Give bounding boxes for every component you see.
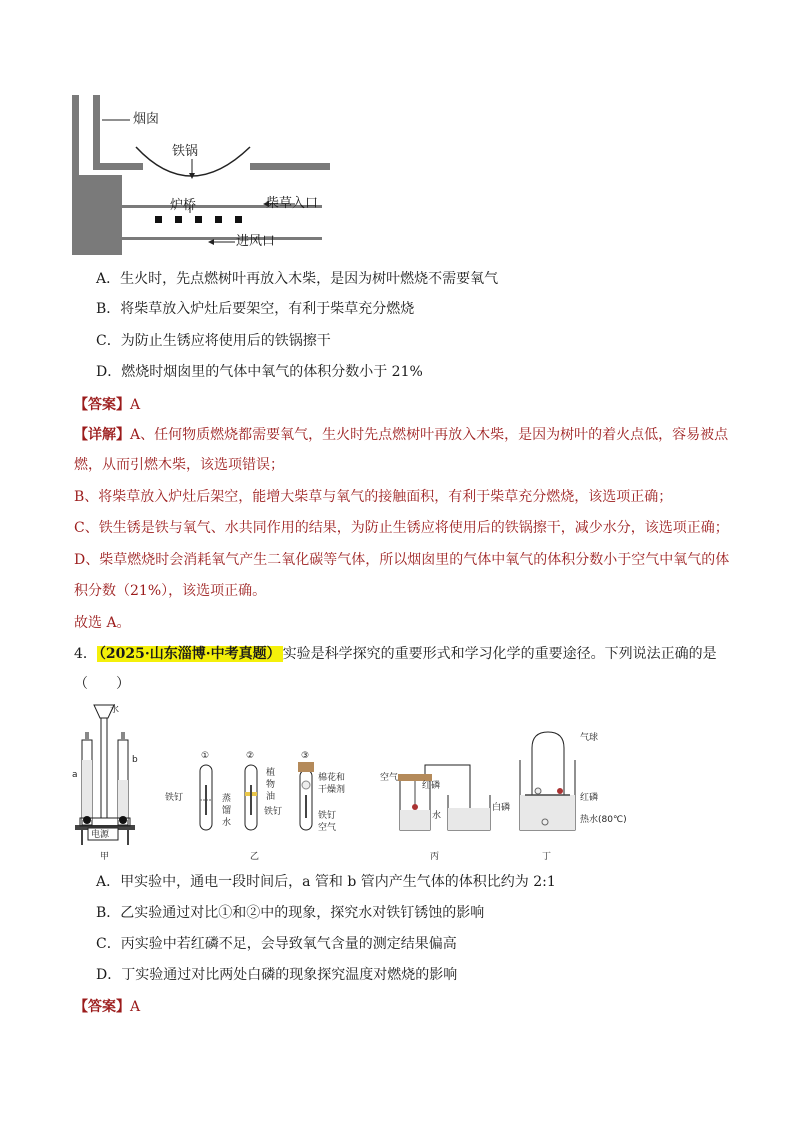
electrolysis-apparatus: [72, 703, 138, 862]
veg-oil-char-3: 油: [266, 792, 276, 802]
hot-water-label: 热水(80℃): [580, 815, 627, 825]
tube-1-label: ①: [201, 751, 210, 761]
distilled-water-label: 蒸: [222, 794, 232, 804]
veg-oil-label: 植: [266, 768, 276, 778]
q4-option-d: D．丁实验通过对比两处白磷的现象探究温度对燃烧的影响: [96, 967, 458, 983]
ding-label: 丁: [542, 852, 552, 862]
q4-option-a: A．甲实验中，通电一段时间后，a 管和 b 管内产生气体的体积比约为 2:1: [96, 874, 556, 890]
q3-detail-text-1: A、任何物质燃烧都需要氧气，生火时先点燃树叶再放入木柴，是因为树叶的着火点低，容易被点: [130, 427, 729, 443]
distilled-water-char-3: 水: [222, 818, 232, 828]
tube-a-label: a: [72, 770, 78, 780]
fuel-inlet-label: 柴草入口: [266, 196, 319, 211]
combustion-experiment: [492, 731, 627, 862]
q4-number: 4．: [74, 646, 97, 662]
veg-oil-char-2: 物: [266, 780, 276, 790]
q3-detail-line-1: [74, 426, 728, 444]
red-phosphorus-label: 红磷: [422, 781, 441, 791]
q4-option-b: B．乙实验通过对比①和②中的现象，探究水对铁钉锈蚀的影响: [96, 905, 485, 921]
q3-detail-line-2: 燃，从而引燃木柴，该选项错误；: [74, 457, 284, 473]
q4-stem-text: 实验是科学探究的重要形式和学习化学的重要途径。下列说法正确的是: [282, 646, 717, 662]
q4-source: （2025·山东淄博·中考真题）: [98, 646, 281, 662]
q3-conclusion: 故选 A。: [74, 615, 131, 631]
q4-answer-tag: 【答案】: [74, 999, 130, 1015]
q3-option-a: A．生火时，先点燃树叶再放入木柴，是因为树叶燃烧不需要氧气: [96, 271, 499, 287]
q4-stem: [74, 645, 717, 663]
water-label: 水: [110, 705, 120, 715]
q4-answer-value: A: [130, 999, 141, 1015]
air-inlet-label: 进风口: [236, 234, 276, 249]
balloon-label: 气球: [580, 733, 599, 743]
desiccant-label: 干燥剂: [318, 785, 346, 795]
q3-detail-tag: 【详解】: [74, 427, 130, 443]
iron-nail-label: 铁钉: [165, 793, 184, 803]
iron-nail-2-label: 铁钉: [264, 807, 283, 817]
bing-label: 丙: [430, 852, 440, 862]
q3-detail-line-3: B、将柴草放入炉灶后架空，能增大柴草与氧气的接触面积，有利于柴草充分燃烧，该选项正确；: [74, 489, 673, 505]
iron-nail-3-label: 铁钉: [318, 811, 337, 821]
q3-answer: [74, 396, 140, 414]
q4-answer: [74, 998, 140, 1016]
chimney-label: 烟囱: [133, 112, 160, 127]
red-phosphorus-2-label: 红磷: [580, 793, 599, 803]
cotton-label: 棉花和: [318, 773, 346, 783]
water-2-label: 水: [432, 811, 442, 821]
q3-option-b: B．将柴草放入炉灶后要架空，有利于柴草充分燃烧: [96, 301, 415, 317]
tube-2-label: ②: [246, 751, 255, 761]
q4-blank: （ ）: [74, 676, 130, 692]
q3-detail-line-6: 积分数（21%），该选项正确。: [74, 583, 267, 599]
q3-detail-line-4: C、铁生锈是铁与氧气、水共同作用的结果，为防止生锈应将使用后的铁锅擦干，减少水分，该选项正确；: [74, 520, 729, 536]
q3-answer-value: A: [130, 397, 141, 413]
jia-label: 甲: [100, 852, 110, 862]
q4-option-c: C．丙实验中若红磷不足，会导致氧气含量的测定结果偏高: [96, 936, 457, 952]
tube-3-label: ③: [301, 751, 310, 761]
q3-answer-tag: 【答案】: [74, 397, 130, 413]
q4-experiments-figure: [70, 700, 680, 865]
grate-label: 炉桥: [170, 198, 197, 213]
q3-detail-line-5: D、柴草燃烧时会消耗氧气产生二氧化碳等气体，所以烟囱里的气体中氧气的体积分数小于空气中氧气的体: [74, 552, 730, 568]
yi-label: 乙: [250, 852, 260, 862]
distilled-water-char-2: 馏: [222, 806, 232, 816]
q3-option-c: C．为防止生锈应将使用后的铁锅擦干: [96, 333, 331, 349]
tube-b-label: b: [132, 755, 138, 765]
q3-option-d: D．燃烧时烟囱里的气体中氧气的体积分数小于 21%: [96, 364, 423, 380]
oxygen-measurement: [380, 765, 490, 862]
air-3-label: 空气: [318, 823, 337, 833]
rust-experiment: [165, 751, 345, 862]
air-label: 空气: [380, 773, 399, 783]
iron-pot-label: 铁锅: [172, 144, 199, 159]
power-label: 电源: [91, 830, 110, 840]
white-phosphorus-label: 白磷: [492, 803, 511, 813]
stove-diagram: [70, 95, 350, 265]
